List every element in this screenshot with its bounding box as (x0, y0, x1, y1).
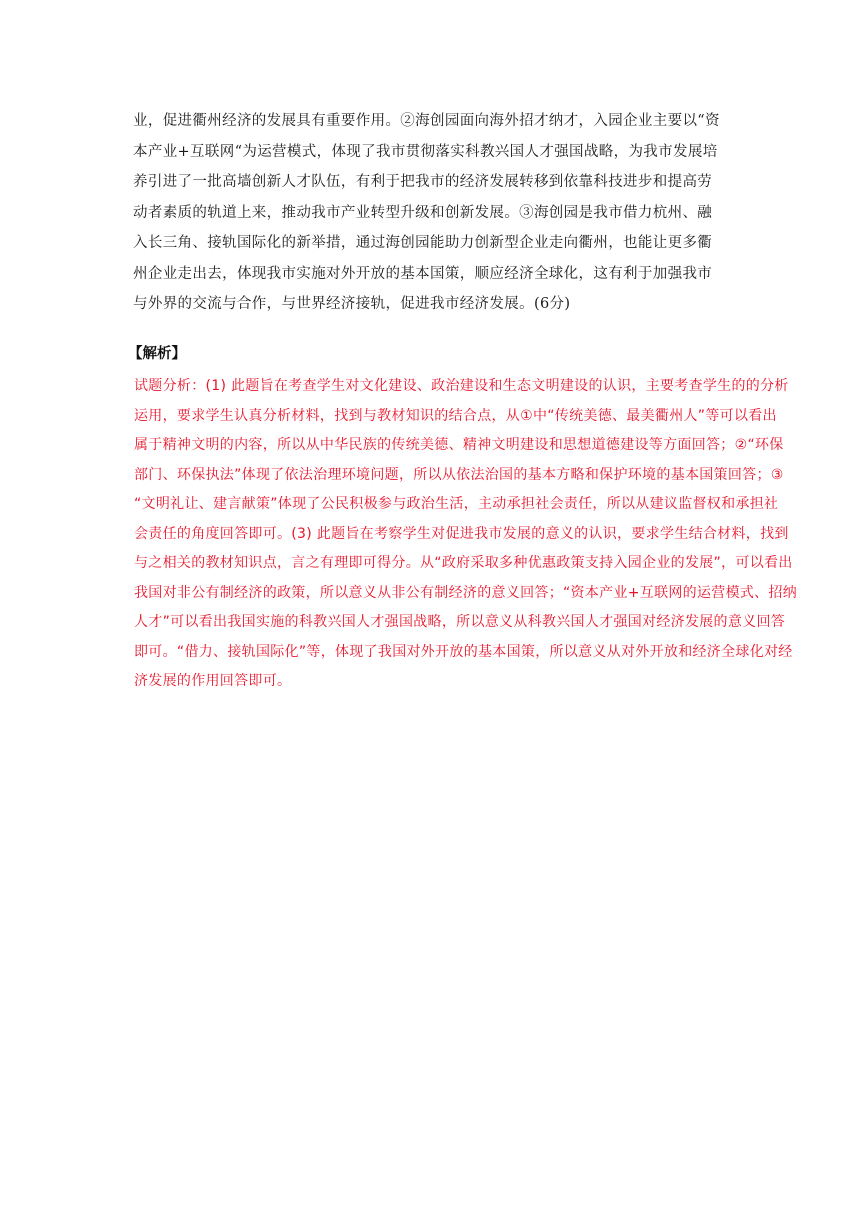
analysis-line: 部门、环保执法”体现了依法治理环境问题，所以从依法治国的基本方略和保护环境的基本国策回答；③ (134, 466, 784, 483)
answer-line: 动者素质的轨道上来，推动我市产业转型升级和创新发展。③海创园是我市借力杭州、融 (133, 204, 713, 221)
analysis-line: 即可。“借力、接轨国际化”等，体现了我国对外开放的基本国策，所以意义从对外开放和经济全球化对经 (134, 643, 793, 660)
analysis-line: 试题分析：(1) 此题旨在考查学生对文化建设、政治建设和生态文明建设的认识，主要考查学生的的分析 (134, 378, 789, 394)
analysis-line: 我国对非公有制经济的政策，所以意义从非公有制经济的意义回答；“资本产业+互联网的运营模式、招纳 (134, 584, 798, 601)
answer-line: 入长三角、接轨国际化的新举措，通过海创园能助力创新型企业走向衢州，也能让更多衢 (133, 235, 713, 251)
answer-line: 与外界的交流与合作，与世界经济接轨，促进我市经济发展。(6分) (133, 296, 571, 312)
answer-line: 业，促进衢州经济的发展具有重要作用。②海创园面向海外招才纳才，入园企业主要以“资 (133, 113, 720, 129)
answer-line: 本产业+互联网“为运营模式，体现了我市贯彻落实科教兴国人才强国战略，为我市发展培 (133, 143, 718, 160)
analysis-line: “文明礼让、建言献策”体现了公民积极参与政治生活，主动承担社会责任，所以从建议监督权和承担社 (134, 496, 779, 512)
analysis-line: 济发展的作用回答即可。 (134, 673, 292, 689)
answer-paragraph (133, 106, 733, 320)
analysis-line: 属于精神文明的内容，所以从中华民族的传统美德、精神文明建设和思想道德建设等方面回答；②“环保 (134, 437, 784, 453)
analysis-paragraph (134, 372, 798, 697)
analysis-line: 运用，要求学生认真分析材料，找到与教材知识的结合点，从①中“传统美德、最美衢州人”等可以看出 (134, 407, 777, 424)
analysis-line: 与之相关的教材知识点，言之有理即可得分。从“政府采取多种优惠政策支持入园企业的发展”，可以看出 (134, 555, 793, 571)
answer-line: 养引进了一批高墙创新人才队伍，有利于把我市的经济发展转移到依靠科技进步和提高劳 (133, 174, 713, 190)
analysis-heading: 【解析】 (128, 346, 186, 362)
answer-line: 州企业走出去，体现我市实施对外开放的基本国策，顺应经济全球化，这有利于加强我市 (133, 265, 713, 282)
analysis-line: 会责任的角度回答即可。(3) 此题旨在考察学生对促进我市发展的意义的认识，要求学生结合材料，找到 (134, 525, 789, 542)
analysis-line: 人才”可以看出我国实施的科教兴国人才强国战略，所以意义从科教兴国人才强国对经济发展的意义回答 (134, 614, 786, 630)
